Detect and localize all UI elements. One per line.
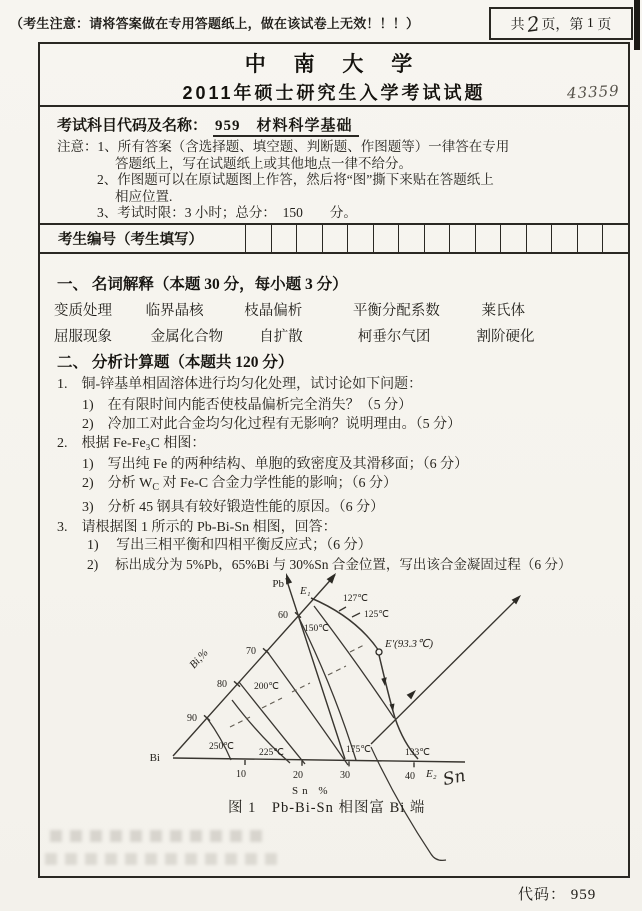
candidate-id-cell [322,225,348,252]
monovariant-e-to-e2 [379,655,418,759]
candidate-id-cell [424,225,450,252]
bi-tick-label: 70 [246,646,256,657]
handwritten-page-total: 2 [525,10,541,37]
handwritten-sn-note: Sn [441,765,468,791]
subject-label: 考试科目代码及名称： [57,118,208,134]
candidate-id-label: 考生编号（考生填写） [58,232,203,248]
isotherm-label-133: 133℃ [405,748,430,758]
question-line [82,472,397,493]
page-count-mid: 页，第 [541,17,584,33]
sn-tick-label: 10 [236,769,246,780]
e1-label: E₁ [300,585,311,597]
terms-row [54,299,525,320]
candidate-id-cell [449,225,475,252]
bi-tick-label: 90 [187,713,197,724]
question-line: 1) 在有限时间内能否使枝晶偏析完全消失？（5 分） [82,398,413,413]
bi-corner-label: Bi [149,752,160,764]
term-item: 临界晶核 [145,303,204,319]
monovariant-arrowhead [390,704,395,713]
candidate-id-cell [526,225,552,252]
term-item: 莱氏体 [481,303,525,319]
question-line: 2) 标出成分为 5%Pb，65%Bi 与 30%Sn 合金位置，写出该合金凝固过程（6 分） [87,557,572,572]
term-item: 金属化合物 [150,329,224,345]
bleedthrough-smudge [45,853,285,865]
term-item: 变质处理 [54,303,112,319]
e2-label: E₂ [426,768,437,780]
bi-tick-label: 60 [278,610,288,621]
exam-note-line: 3、考试时限：3 小时；总分： 150 分。 [97,205,357,220]
exam-note-line: 注意：1、所有答案（含选择题、填空题、判断题、作图题等）一律答在专用 [57,139,510,154]
sn-tick-label: 20 [293,770,303,781]
term-item: 割阶硬化 [476,329,535,345]
candidate-notice: （考生注意：请将答案做在专用答题纸上，做在该试卷上无效！！！） [10,16,420,31]
exam-sheet-border [38,42,630,878]
candidate-id-cell [347,225,373,252]
candidate-id-cell [245,225,271,252]
ternary-eutectic-point [376,649,382,655]
page-count-prefix: 共 [510,17,525,33]
question-line: 1) 写出纯 Fe 的两种结构、单胞的致密度及其滑移面；（6 分） [82,457,469,472]
term-item: 平衡分配系数 [352,303,440,319]
isotherm-label-175: 175℃ [346,745,371,755]
term-item: 屈服现象 [54,329,112,345]
question-line-part: 对 Fe-C 合金力学性能的影响；（6 分） [159,476,398,491]
question-line: 3) 分析 45 钢具有较好锻造性能的原因。（6 分） [82,500,385,515]
page-number: 1 [586,15,594,31]
pb-line-arrowhead [286,573,292,585]
isotherm-label-225: 225℃ [259,748,284,758]
bi-axis-label: Bi,% [187,646,211,672]
sn-tick-label: 40 [405,771,415,782]
exam-notes [40,139,628,222]
isotherm-150 [299,618,356,760]
exam-title: 2011年硕士研究生入学考试试题 [182,83,486,103]
subject-value: 959 材料科学基础 [213,118,359,137]
candidate-id-cell [271,225,297,252]
candidate-id-cell [500,225,526,252]
sn-tick-label: 30 [340,770,350,781]
exam-note-line: 2、作图题可以在原试题图上作答，然后将“图”撕下来贴在答题纸上 [97,172,494,187]
section1-heading: 一、 名词解释（本题 30 分，每小题 3 分） [57,276,348,293]
diagonal-mid-arrowhead [407,690,416,699]
question-line: 1) 写出三相平衡和四相平衡反应式；（6 分） [87,538,372,553]
question-line: 3. 请根据图 1 所示的 Pb-Bi-Sn 相图，回答： [57,520,337,535]
question-line: 1. 铜-锌基单相固溶体进行均匀化处理，试讨论如下问题： [57,377,423,392]
bleedthrough-smudge [50,830,265,842]
pb-bi-sn-phase-diagram [142,565,542,875]
pb-axis-label: Pb [272,578,284,590]
isotherm-250 [207,718,231,760]
isotherm-label-125: 125℃ [364,610,389,620]
sn-axis [173,758,465,762]
candidate-id-cell [577,225,603,252]
section2-heading: 二、 分析计算题（本题共 120 分） [57,354,294,371]
isotherm-label-200: 200℃ [254,682,279,692]
figure-caption: 图 1 Pb-Bi-Sn 相图富 Bi 端 [228,800,426,816]
footer-subject-code: 代码： 959 [518,887,597,903]
university-name: 中 南 大 学 [244,53,424,76]
subscript-c: C [152,482,160,493]
page-count-suffix: 页 [597,17,612,33]
exam-note-line: 相应位置. [115,188,173,204]
term-item: 柯垂尔气团 [357,329,431,345]
candidate-id-cell [373,225,399,252]
diagonal-construction-line [371,597,519,744]
candidate-id-row [40,223,628,254]
pb-direction-line [286,578,345,759]
question-line: 2. 根据 Fe-Fe₃C 相图： [57,436,206,451]
exam-note-line: 答题纸上，写在试题纸上或其他地点一律不给分。 [115,155,412,171]
candidate-id-cell [475,225,501,252]
ternary-eutectic-label: E′(93.3℃) [385,638,434,650]
subject-line [57,114,628,135]
isotherm-label-127: 127℃ [343,594,368,604]
candidate-id-cell [398,225,424,252]
handwritten-code: 43359 [566,81,621,103]
isotherm-label-150: 150℃ [304,624,329,634]
question-line: 2) 冷加工对此合金均匀化过程有无影响？说明理由。（5 分） [82,417,462,432]
bi-tick-label: 80 [217,679,227,690]
title-block [40,44,628,107]
candidate-id-cell [602,225,628,252]
term-item: 自扩散 [259,329,303,345]
page-count-box [489,7,633,40]
candidate-id-cell [296,225,322,252]
isotherm-label-250: 250℃ [209,742,234,752]
sn-axis-label: Sn % [292,785,332,797]
question-line-part: 2) 分析 W [82,476,153,491]
candidate-id-cell [551,225,577,252]
dashed-isotherm-segments [230,645,364,727]
terms-row [54,325,535,346]
term-item: 枝晶偏析 [244,303,303,319]
scan-edge-mark [634,0,640,50]
